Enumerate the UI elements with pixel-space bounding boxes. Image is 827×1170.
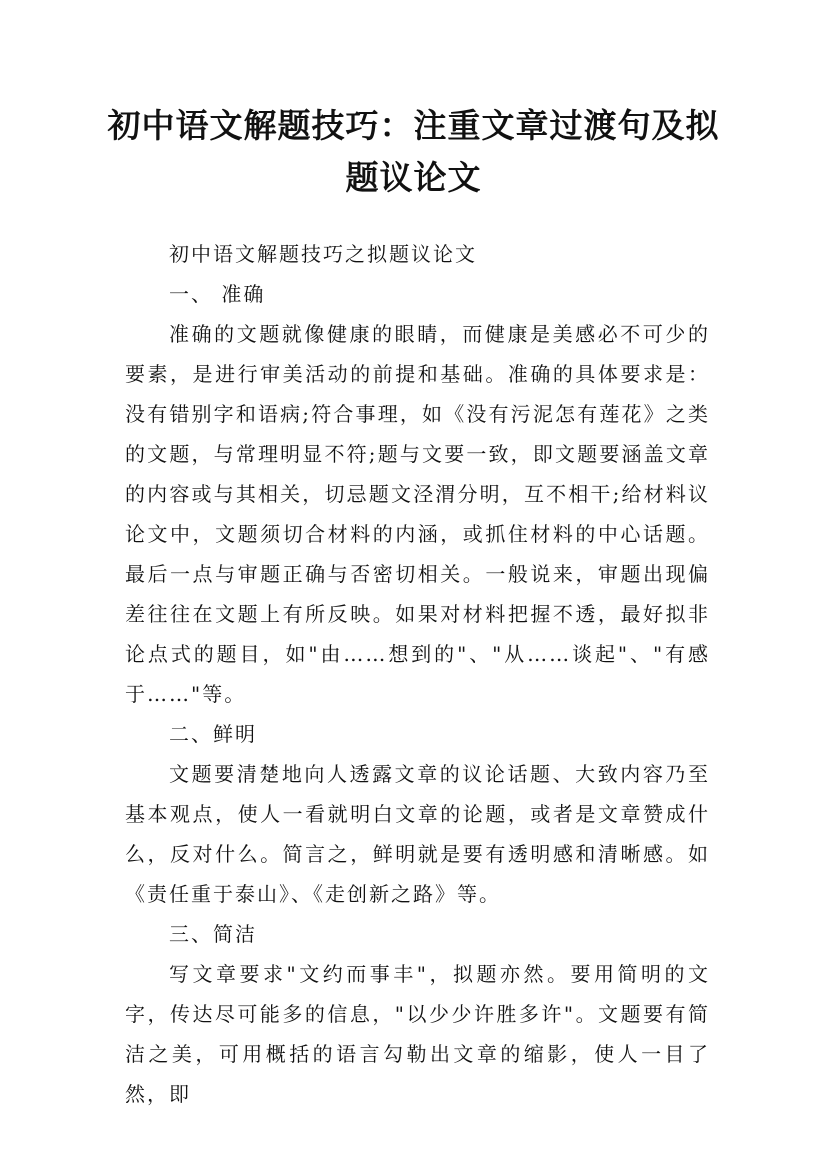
section-paragraph-accuracy: 准确的文题就像健康的眼睛，而健康是美感必不可少的要素，是进行审美活动的前提和基础。准确的具体要求是：没有错别字和语病;符合事理，如《没有污泥怎有莲花》之类的文题，与常理明显不符;题与文要一致，即文题要涵盖文章的内容或与其相关，切忌题文泾渭分明，互不相干;给材料议论文中，文题须切合材料的内涵，或抓住材料的中心话题。最后一点与审题正确与否密切相关。一般说来，审题出现偏差往往在文题上有所反映。如果对材料把握不透，最好拟非论点式的题目，如"由……想到的"、"从……谈起"、"有感于……"等。 [125,322,710,706]
document-title: 初中语文解题技巧：注重文章过渡句及拟题议论文 [107,106,720,197]
document-body [125,234,710,1114]
document-subtitle: 初中语文解题技巧之拟题议论文 [169,242,477,266]
section-heading-clarity: 二、鲜明 [169,722,257,746]
section-heading-conciseness: 三、简洁 [169,922,257,946]
section-heading-accuracy: 一、 准确 [169,282,266,306]
section-paragraph-clarity: 文题要清楚地向人透露文章的议论话题、大致内容乃至基本观点，使人一看就明白文章的论题，或者是文章赞成什么，反对什么。简言之，鲜明就是要有透明感和清晰感。如《责任重于泰山》、《走创新之路》等。 [125,762,710,906]
section-paragraph-conciseness: 写文章要求"文约而事丰"，拟题亦然。要用简明的文字，传达尽可能多的信息，"以少少许胜多许"。文题要有简洁之美，可用概括的语言勾勒出文章的缩影，使人一目了然，即 [125,962,710,1106]
